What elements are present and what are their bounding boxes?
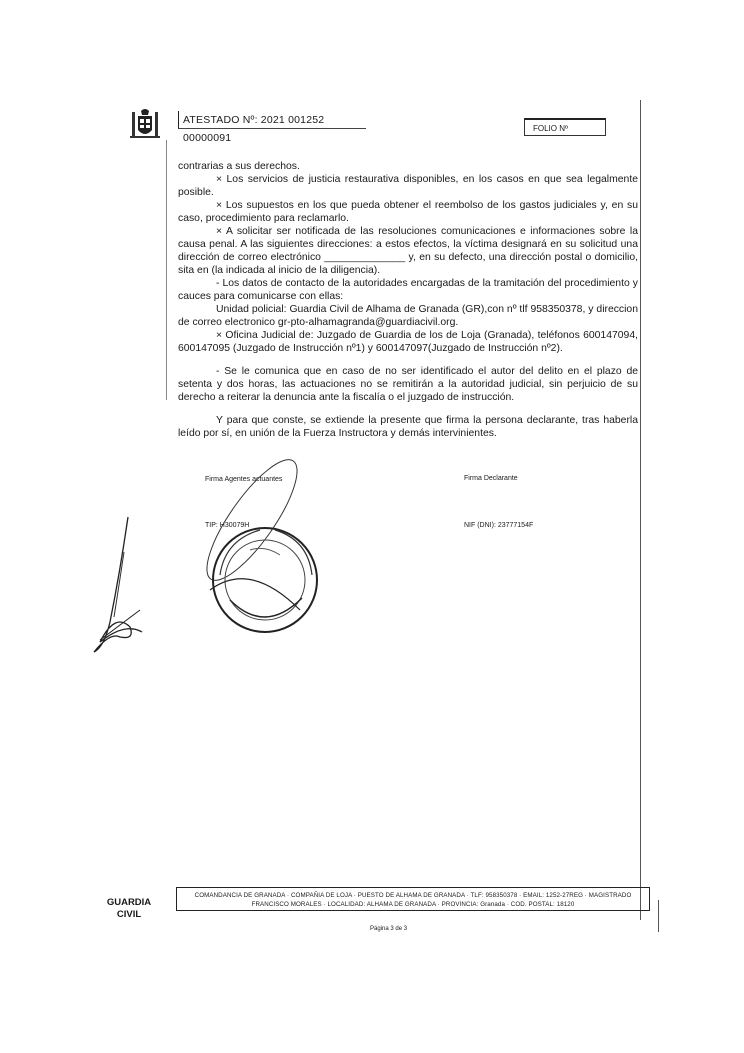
- page-number: Página 3 de 3: [370, 926, 408, 932]
- document-body: [178, 160, 638, 440]
- atestado-number: ATESTADO Nº: 2021 001252 00000091: [178, 111, 366, 129]
- paragraph: contrarias a sus derechos.: [178, 161, 300, 172]
- footer-info-box: [176, 887, 650, 911]
- declarante-signature-label: Firma Declarante: [464, 475, 518, 482]
- paragraph: × Oficina Judicial de: Juzgado de Guardia de los de Loja (Granada), teléfonos 600147094, 600147095 (Juzgado de Instrucción nº1) y 600147097(Juzgado de Instrucción nº2).: [178, 330, 638, 354]
- paragraph: × Los supuestos en los que pueda obtener el reembolso de los gastos judiciales y, en su caso, procedimiento para reclamarlo.: [178, 200, 638, 224]
- margin-tick: [658, 900, 659, 932]
- right-margin-rule: [640, 100, 641, 920]
- left-margin-rule: [166, 140, 167, 400]
- paragraph: × A solicitar ser notificada de las resoluciones comunicaciones e informaciones sobre la causa penal. A las siguientes direcciones: a estos efectos, la víctima designará en su solicitud una dirección de correo electrónico ______________ y, en su defecto, una dirección postal o domicilio, sita en (la indicada al inicio de la diligencia).: [178, 226, 638, 276]
- org-line2: CIVIL: [116, 909, 142, 920]
- footer-line1: COMANDANCIA DE GRANADA · COMPAÑIA DE LOJA · PUESTO DE ALHAMA DE GRANADA · TLF: 958350378 · EMAIL: 1252-27REG · MAGISTRADO: [194, 892, 632, 899]
- official-stamp-seal: [190, 450, 360, 650]
- spain-crest-icon: [130, 108, 160, 142]
- folio-number: FOLIO Nº: [524, 118, 606, 136]
- paragraph: Unidad policial: Guardia Civil de Alhama de Granada (GR),con nº tlf 958350378, y direccion de correo electronico gr-pto-alhamagranda@guardiacivil.org.: [178, 304, 638, 328]
- guardia-civil-label: [98, 897, 160, 921]
- agentes-signature-label: Firma Agentes actuantes: [205, 476, 283, 483]
- org-line1: GUARDIA: [106, 897, 152, 908]
- declarante-nif: NIF (DNI): 23777154F: [464, 522, 534, 529]
- paragraph: - Los datos de contacto de la autoridades encargadas de la tramitación del procedimiento y cauces para comunicarse con ellas:: [178, 278, 638, 302]
- handwritten-signature: [80, 512, 160, 662]
- footer-line2: FRANCISCO MORALES · LOCALIDAD: ALHAMA DE GRANADA · PROVINCIA: Granada · COD. POSTAL: 18120: [251, 901, 575, 908]
- paragraph: - Se le comunica que en caso de no ser identificado el autor del delito en el plazo de setenta y dos horas, las actuaciones no se remitirán a la autoridad judicial, sin perjuicio de su derecho a reiterar la denuncia ante la fiscalía o el juzgado de instrucción.: [178, 366, 638, 403]
- paragraph: Y para que conste, se extiende la presente que firma la persona declarante, tras haberla leído por sí, en unión de la Fuerza Instructora y demás intervinientes.: [178, 415, 638, 439]
- paragraph: × Los servicios de justicia restaurativa disponibles, en los casos en que sea legalmente posible.: [178, 174, 638, 198]
- agent-tip: TIP: H30079H: [205, 522, 250, 529]
